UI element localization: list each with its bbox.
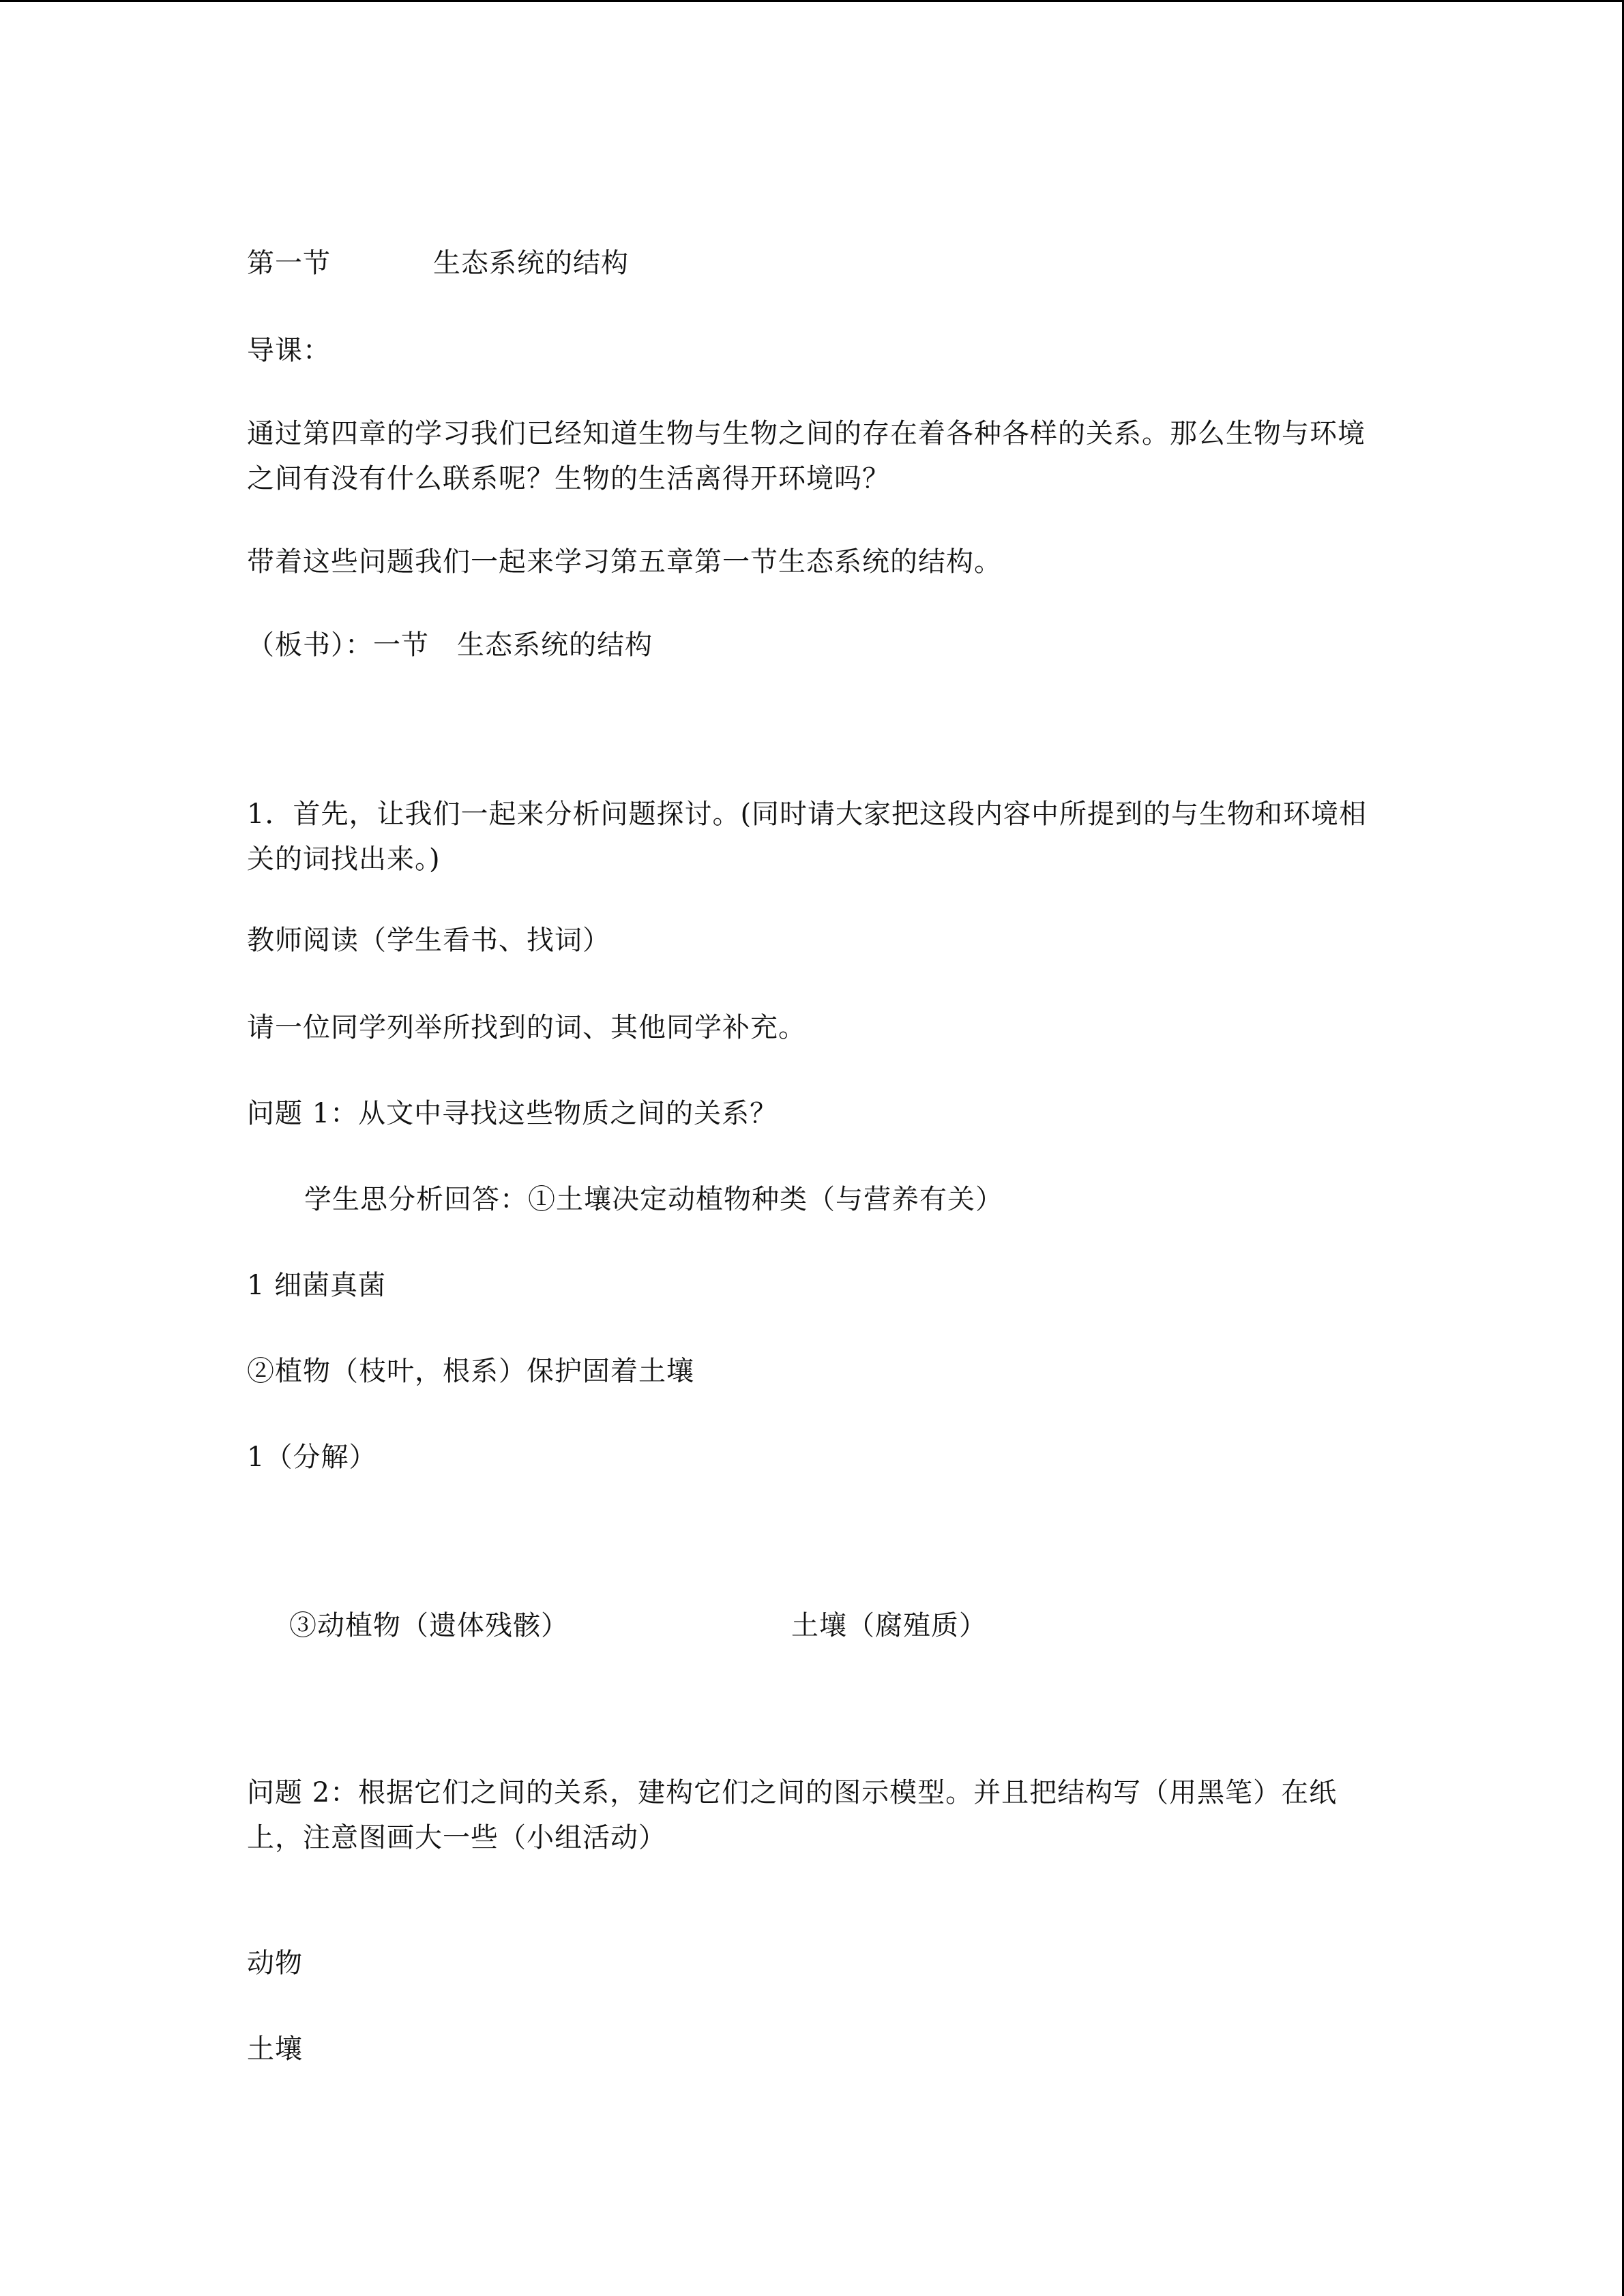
note-decompose: 1（分解） xyxy=(247,1442,377,1473)
section-title: 生态系统的结构 xyxy=(433,248,629,279)
section-heading xyxy=(247,241,629,286)
student-listing: 请一位同学列举所找到的词、其他同学补充。 xyxy=(247,1012,806,1043)
board-note: （板书）：一节 生态系统的结构 xyxy=(247,629,653,661)
question-two-paragraph: 问题 2：根据它们之间的关系，建构它们之间的图示模型。并且把结构写（用黑笔）在纸上，注意图画大一些（小组活动） xyxy=(247,1777,1338,1853)
teacher-reading: 教师阅读（学生看书、找词） xyxy=(247,925,610,956)
diagram-word-soil: 土壤 xyxy=(247,2033,303,2065)
section-label: 第一节 xyxy=(247,248,331,279)
student-answer: 学生思分析回答：①土壤决定动植物种类（与营养有关） xyxy=(304,1184,1003,1215)
point-two: ②植物（枝叶，根系）保护固着土壤 xyxy=(247,1356,694,1387)
lead-in-text: 带着这些问题我们一起来学习第五章第一节生态系统的结构。 xyxy=(247,546,1002,578)
intro-label: 导课： xyxy=(247,335,331,366)
diagram-word-animals: 动物 xyxy=(247,1948,303,1979)
point-three-right: 土壤（腐殖质） xyxy=(791,1610,987,1641)
question-one: 问题 1：从文中寻找这些物质之间的关系？ xyxy=(247,1098,778,1129)
note-bacteria: 1 细菌真菌 xyxy=(247,1270,387,1301)
step-one-paragraph: 1．首先，让我们一起来分析问题探讨。(同时请大家把这段内容中所提到的与生物和环境相关的词找出来。) xyxy=(247,799,1368,875)
intro-paragraph: 通过第四章的学习我们已经知道生物与生物之间的存在着各种各样的关系。那么生物与环境之间有没有什么联系呢？生物的生活离得开环境吗？ xyxy=(247,418,1365,494)
point-three-left: ③动植物（遗体残骸） xyxy=(289,1610,569,1641)
